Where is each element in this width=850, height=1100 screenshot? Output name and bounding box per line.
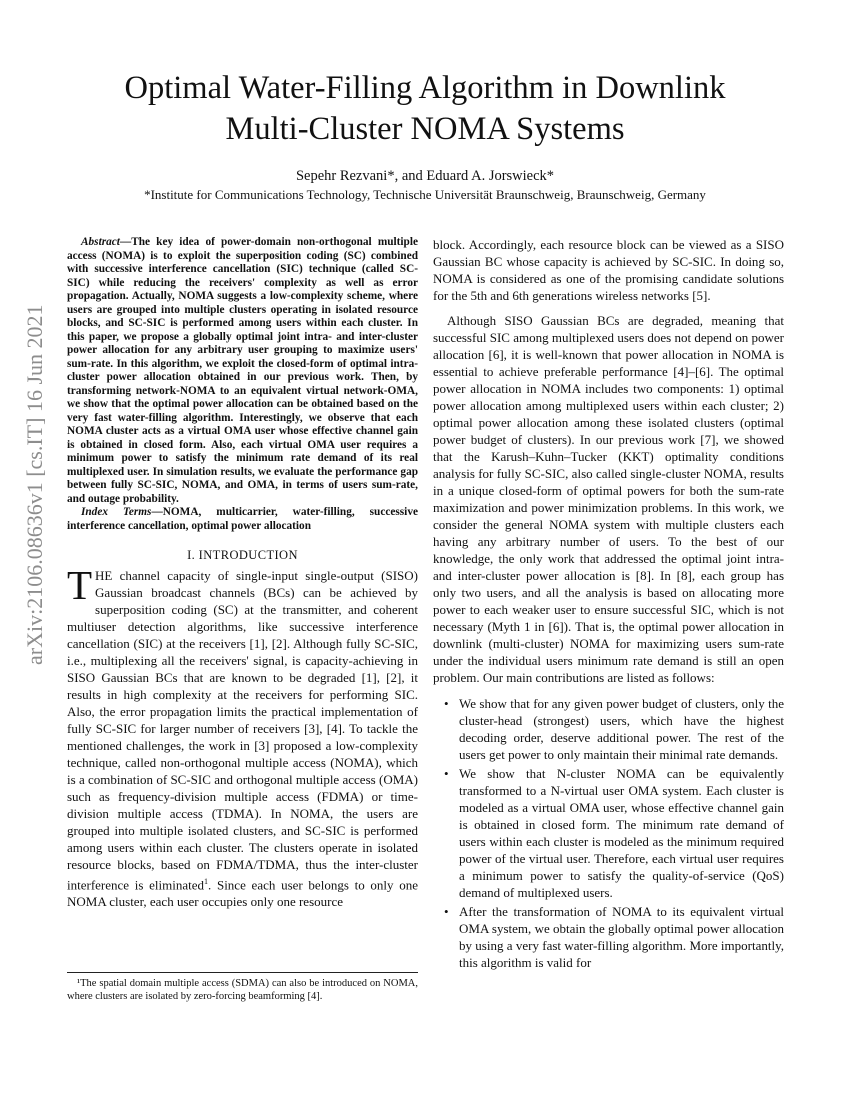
- right-paragraph-2: Although SISO Gaussian BCs are degraded, meaning that successful SIC among multiplexed users does not depend on power allocation [6], it is well-known that power allocation in NOMA is essential to achieve preferable performance [4]–[6]. The optimal power allocation in NOMA includes two components: 1) optimal power allocation among multiplexed users within each cluster; 2) optimal power allocation among these isolated clusters (optimal power budget of clusters). In our previous work [7], we showed that the Karush–Kuhn–Tucker (KKT) optimality conditions analysis for fully SC-SIC, also called single-cluster NOMA, results in a unique closed-form of optimal powers for both the sum-rate maximization and power minimization problems. In this work, we consider the general NOMA system with multiple clusters each having any arbitrary number of users. To the best of our knowledge, the only work that addressed the optimal joint intra- and inter-cluster power allocation is [8]. In [8], each group has only two users, and all the analysis is based on allocating more power to each weaker user to ensure successful SIC, which is not necessary (Myth 1 in [6]). That is, the optimal power allocation in downlink (multi-cluster) NOMA for maximizing users sum-rate under the individual users minimum rate demand is still an open problem. Our main contributions are listed as follows:: [433, 313, 784, 685]
- abstract-text: —The key idea of power-domain non-orthogonal multiple access (NOMA) is to exploit the superposition coding (SC) combined with successive interference cancellation (SIC) technique (called SC-SIC) while reducing the receivers' complexity as well as error propagation. Actually, NOMA suggests a low-complexity scheme, where users are grouped into multiple clusters operating in isolated resource blocks, and SC-SIC is performed among users within each cluster. In this paper, we propose a globally optimal joint intra- and inter-cluster power allocation for any arbitrary user grouping to maximize users' sum-rate. In this algorithm, we exploit the closed-form of optimal intra-cluster power allocation obtained in our previous work. Then, by transforming network-NOMA to an equivalent virtual network-OMA, we show that the optimal power allocation can be obtained based on the very fast water-filling algorithm. Interestingly, we observe that each NOMA cluster acts as a virtual OMA user whose effective channel gain is obtained in closed form. Also, each virtual OMA user requires a minimum power to satisfy the minimum rate demand of its real multiplexed user. In simulation results, we evaluate the performance gap between fully SC-SIC, NOMA, and OMA, in terms of users sum-rate, and outage probability.: [67, 236, 418, 505]
- arxiv-identifier-stamp: [10, 285, 54, 665]
- title-line-2: Multi-Cluster NOMA Systems: [225, 111, 625, 147]
- footnote-marker[interactable]: 1: [204, 877, 209, 886]
- paper-title: [70, 68, 780, 150]
- index-terms-label: Index Terms: [81, 506, 152, 518]
- list-item: [433, 765, 784, 901]
- title-line-1: Optimal Water-Filling Algorithm in Downlink: [124, 70, 726, 106]
- intro-paragraph-text: HE channel capacity of single-input single-output (SISO) Gaussian broadcast channels (BCs) can be achieved by superposition coding (SC) at the transmitter, and coherent multiuser detection algorithms, like successive interference cancellation (SIC) at the receivers [1], [2]. Although fully SC-SIC, i.e., multiplexing all the receivers' signal, is capacity-achieving in SISO Gaussian BCs that are known to be degraded [1], [2], it results in high complexity at the receivers for performing SIC. Also, the error propagation limits the practical implementation of fully SC-SIC for larger number of receivers [3], [4]. To tackle the mentioned challenges, the work in [3] proposed a low-complexity technique, called non-orthogonal multiple access (NOMA), which is a combination of SC-SIC and orthogonal multiple access (OMA) such as frequency-division multiple access (FDMA) or time-division multiple access (TDMA). In NOMA, the users are grouped into multiple isolated clusters, and SC-SIC is performed among users within each cluster. The clusters operate in isolated resource blocks, based on FDMA/TDMA, thus the inter-cluster interference is eliminated: [67, 568, 418, 893]
- authors: Sepehr Rezvani*, and Eduard A. Jorswieck*: [295, 168, 555, 184]
- bullet-icon: •: [444, 696, 449, 711]
- list-item: [433, 903, 784, 971]
- footnote-text: ¹The spatial domain multiple access (SDMA) can also be introduced on NOMA, where clusters are isolated by zero-forcing beamforming [4].: [67, 978, 418, 1002]
- right-paragraph-1: block. Accordingly, each resource block can be viewed as a SISO Gaussian BC whose capacity is achieved by SC-SIC. In doing so, NOMA is considered as one of the promising candidate solutions for the 5th and 6th generations wireless networks [5].: [433, 237, 784, 303]
- abstract-label: Abstract: [81, 236, 120, 248]
- index-terms: [67, 506, 418, 533]
- drop-cap-letter: T: [67, 562, 93, 608]
- index-terms-text: —NOMA, multicarrier, water-filling, successive interference cancellation, optimal power allocation: [67, 506, 418, 532]
- list-item: [433, 695, 784, 763]
- contributions-list: [433, 695, 784, 971]
- intro-paragraph: [67, 562, 418, 910]
- bullet-icon: •: [444, 904, 449, 919]
- right-column: [433, 236, 784, 973]
- intro-paragraph-tail: . Since each user belongs to only one NOMA cluster, each user occupies only one resource: [67, 877, 418, 910]
- contribution-2-text: We show that N-cluster NOMA can be equivalently transformed to a N-virtual user OMA system. Each cluster is modeled as a virtual OMA user, whose effective channel gain is obtained in closed form. The minimum rate demand of users within each cluster is modeled as the minimum required power of the virtual user. Therefore, each virtual user requires a minimum power to satisfy the quality-of-service (QoS) demand of multiplexed users.: [459, 766, 784, 900]
- left-column: [67, 236, 418, 910]
- section-heading-introduction: I. INTRODUCTION: [187, 548, 298, 562]
- bullet-icon: •: [444, 766, 449, 781]
- footnote: [67, 972, 418, 1003]
- contribution-1-text: We show that for any given power budget of clusters, only the cluster-head (strongest) users, which have the highest decoding order, deserve additional power. The rest of the users get power to only maintain their minimal rate demands.: [459, 696, 784, 762]
- arxiv-identifier-text: arXiv:2106.08636v1 [cs.IT] 16 Jun 2021: [22, 304, 47, 665]
- abstract: [67, 236, 418, 506]
- affiliation: *Institute for Communications Technology, Technische Universität Braunschweig, Braunschweig, Germany: [144, 187, 706, 202]
- contribution-3-text: After the transformation of NOMA to its equivalent virtual OMA system, we obtain the globally optimal power allocation by using a very fast water-filling algorithm. More importantly, this algorithm is valid for: [459, 904, 784, 970]
